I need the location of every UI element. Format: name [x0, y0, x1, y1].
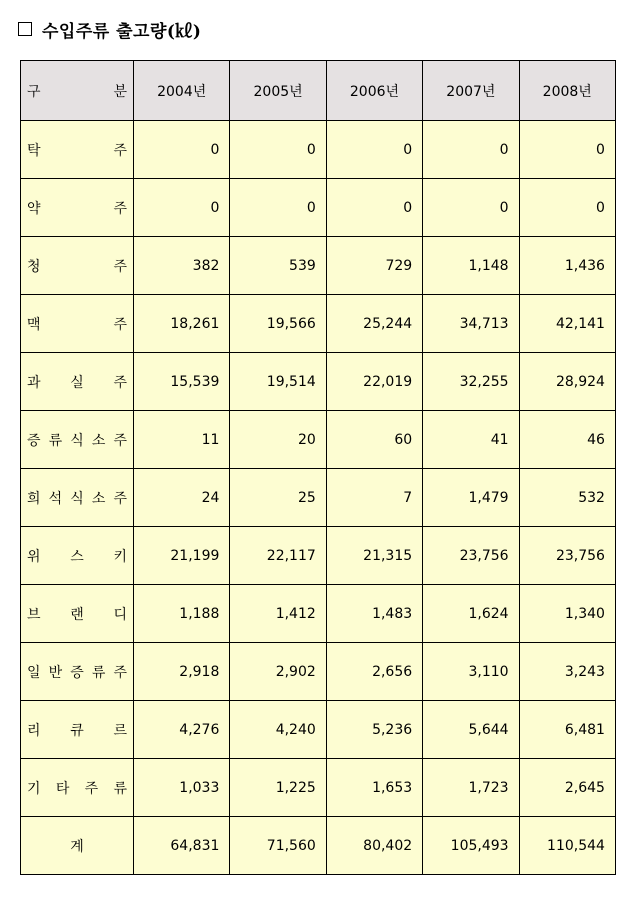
- header-year-cell: 2004년: [134, 61, 230, 121]
- value-cell: 0: [134, 179, 230, 237]
- row-label-char: 류: [48, 432, 63, 449]
- row-label-cell: [21, 643, 134, 701]
- value-cell: 0: [134, 121, 230, 179]
- value-cell: 34,713: [423, 295, 519, 353]
- value-cell: 25,244: [326, 295, 422, 353]
- value-cell: 1,483: [326, 585, 422, 643]
- row-label-char: 희: [27, 490, 41, 507]
- value-cell: 42,141: [519, 295, 615, 353]
- value-cell: 1,188: [134, 585, 230, 643]
- value-cell: 15,539: [134, 353, 230, 411]
- row-label-char: 주: [113, 664, 127, 681]
- value-cell: 24: [134, 469, 230, 527]
- value-cell: 532: [519, 469, 615, 527]
- liquor-shipment-table: [20, 60, 616, 875]
- value-cell: 7: [326, 469, 422, 527]
- row-label-char: 타: [55, 780, 70, 797]
- header-year-cell: 2005년: [230, 61, 326, 121]
- row-label-char: 스: [70, 548, 84, 565]
- value-cell: 5,236: [326, 701, 422, 759]
- value-cell: 1,624: [423, 585, 519, 643]
- value-cell: 0: [230, 121, 326, 179]
- value-cell: 20: [230, 411, 326, 469]
- header-year-cell: 2008년: [519, 61, 615, 121]
- value-cell: 25: [230, 469, 326, 527]
- row-label-char: 청: [27, 258, 41, 275]
- value-cell: 60: [326, 411, 422, 469]
- value-cell: 539: [230, 237, 326, 295]
- value-cell: 2,902: [230, 643, 326, 701]
- row-label-char: 일: [27, 664, 41, 681]
- row-label-char: 약: [27, 200, 41, 217]
- row-label-char: 주: [84, 780, 99, 797]
- value-cell: 382: [134, 237, 230, 295]
- value-cell: 23,756: [423, 527, 519, 585]
- row-label-char: 류: [91, 664, 106, 681]
- row-label-char: 탁: [27, 142, 41, 159]
- value-cell: 32,255: [423, 353, 519, 411]
- value-cell: 19,566: [230, 295, 326, 353]
- value-cell: 0: [519, 121, 615, 179]
- value-cell: 729: [326, 237, 422, 295]
- page-title-text: 수입주류 출고량(㎘): [42, 21, 202, 42]
- row-label-char: 주: [113, 432, 127, 449]
- row-label-cell: [21, 121, 134, 179]
- table-row: [21, 701, 616, 759]
- row-label-cell: [21, 353, 134, 411]
- row-label-cell: [21, 527, 134, 585]
- value-cell: 21,315: [326, 527, 422, 585]
- table-row: [21, 411, 616, 469]
- total-value-cell: 71,560: [230, 817, 326, 875]
- value-cell: 1,148: [423, 237, 519, 295]
- row-label-char: 주: [113, 142, 127, 159]
- table-row: [21, 353, 616, 411]
- table-row: [21, 179, 616, 237]
- row-label-char: 큐: [70, 722, 84, 739]
- row-label-cell: [21, 759, 134, 817]
- row-label-char: 리: [27, 722, 41, 739]
- row-label-cell: [21, 701, 134, 759]
- value-cell: 1,225: [230, 759, 326, 817]
- header-year-cell: 2006년: [326, 61, 422, 121]
- row-label-cell: [21, 295, 134, 353]
- value-cell: 22,019: [326, 353, 422, 411]
- row-label-char: 기: [27, 780, 41, 797]
- total-value-cell: 105,493: [423, 817, 519, 875]
- row-label-char: 증: [70, 664, 84, 681]
- value-cell: 18,261: [134, 295, 230, 353]
- row-label-cell: [21, 237, 134, 295]
- value-cell: 0: [230, 179, 326, 237]
- header-row: [21, 61, 616, 121]
- row-label-char: 과: [27, 374, 41, 391]
- total-value-cell: 64,831: [134, 817, 230, 875]
- value-cell: 0: [326, 179, 422, 237]
- value-cell: 6,481: [519, 701, 615, 759]
- row-label-char: 실: [70, 374, 84, 391]
- checkbox-square-icon: [18, 22, 32, 36]
- row-label-cell: [21, 411, 134, 469]
- row-label-cell: [21, 469, 134, 527]
- value-cell: 19,514: [230, 353, 326, 411]
- value-cell: 1,723: [423, 759, 519, 817]
- table-row: [21, 643, 616, 701]
- total-value-cell: 80,402: [326, 817, 422, 875]
- value-cell: 0: [519, 179, 615, 237]
- table-row: [21, 469, 616, 527]
- row-label-char: 주: [113, 316, 127, 333]
- header-category-cell: [21, 61, 134, 121]
- value-cell: 1,033: [134, 759, 230, 817]
- value-cell: 41: [423, 411, 519, 469]
- value-cell: 4,240: [230, 701, 326, 759]
- row-label-char: 소: [91, 432, 106, 449]
- table-row: [21, 295, 616, 353]
- row-label-char: 증: [27, 432, 41, 449]
- row-label-char: 키: [113, 548, 127, 565]
- row-label-cell: [21, 585, 134, 643]
- value-cell: 4,276: [134, 701, 230, 759]
- row-label-cell: [21, 179, 134, 237]
- total-value-cell: 110,544: [519, 817, 615, 875]
- value-cell: 1,436: [519, 237, 615, 295]
- row-label-char: 랜: [70, 606, 84, 623]
- value-cell: 28,924: [519, 353, 615, 411]
- value-cell: 1,412: [230, 585, 326, 643]
- table-row: [21, 121, 616, 179]
- row-label-char: 반: [48, 664, 63, 681]
- value-cell: 3,243: [519, 643, 615, 701]
- value-cell: 46: [519, 411, 615, 469]
- value-cell: 3,110: [423, 643, 519, 701]
- row-label-char: 디: [113, 606, 127, 623]
- row-label-char: 주: [113, 490, 127, 507]
- row-label-char: 석: [48, 490, 63, 507]
- table-row: [21, 759, 616, 817]
- value-cell: 1,479: [423, 469, 519, 527]
- total-label-cell: 계: [21, 817, 134, 875]
- row-label-char: 류: [113, 780, 127, 797]
- row-label-char: 브: [27, 606, 41, 623]
- value-cell: 2,656: [326, 643, 422, 701]
- row-label-char: 주: [113, 200, 127, 217]
- header-category-char: 구: [27, 83, 41, 100]
- table-row: [21, 237, 616, 295]
- row-label-char: 소: [91, 490, 106, 507]
- value-cell: 1,340: [519, 585, 615, 643]
- table-row: [21, 585, 616, 643]
- value-cell: 2,645: [519, 759, 615, 817]
- value-cell: 0: [326, 121, 422, 179]
- row-label-char: 주: [113, 258, 127, 275]
- header-category-char: 분: [113, 83, 127, 100]
- value-cell: 11: [134, 411, 230, 469]
- row-label-char: 맥: [27, 316, 41, 333]
- page-title: [18, 18, 201, 40]
- header-year-cell: 2007년: [423, 61, 519, 121]
- value-cell: 5,644: [423, 701, 519, 759]
- row-label-char: 주: [113, 374, 127, 391]
- value-cell: 23,756: [519, 527, 615, 585]
- value-cell: 0: [423, 179, 519, 237]
- row-label-char: 식: [70, 490, 84, 507]
- row-label-char: 위: [27, 548, 41, 565]
- row-label-char: 식: [70, 432, 84, 449]
- value-cell: 0: [423, 121, 519, 179]
- total-row: [21, 817, 616, 875]
- value-cell: 2,918: [134, 643, 230, 701]
- row-label-char: 르: [113, 722, 127, 739]
- value-cell: 22,117: [230, 527, 326, 585]
- table-row: [21, 527, 616, 585]
- value-cell: 21,199: [134, 527, 230, 585]
- value-cell: 1,653: [326, 759, 422, 817]
